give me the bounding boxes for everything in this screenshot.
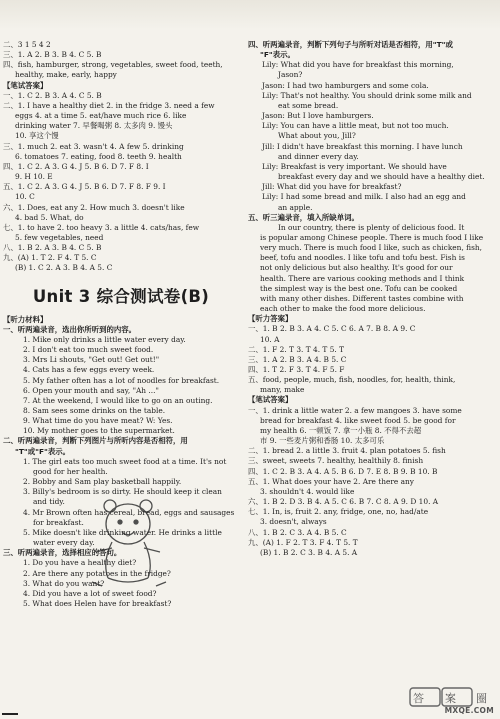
right-line-21: beef, tofu and noodles. I like tofu and tofu best. Fish is [260, 253, 465, 263]
left-line-8: drinking water 7. 早餐喝粥 8. 太多肉 9. 馒头 [15, 121, 173, 131]
bear-stamp-icon [82, 482, 172, 592]
right-line-30: 二、1. F 2. T 3. T 4. T 5. T [248, 344, 345, 354]
left-line-19: 5. few vegetables, need [15, 232, 104, 242]
left-line-34: 9. What time do you have meat? W: Yes. [23, 416, 173, 426]
right-line-10: Jill: I didn't have breakfast this morning. I have lunch [262, 141, 463, 151]
right-line-35: 【笔试答案】 [248, 395, 293, 405]
right-line-39: 市 9. 一些麦片粥和香肠 10. 太多可乐 [260, 436, 385, 446]
left-line-12: 四、1. C 2. A 3. G 4. J 5. B 6. D 7. F 8. I [3, 161, 149, 171]
left-line-47: 三、听两遍录音，选择相应的答句。 [3, 548, 122, 558]
left-line-44: for breakfast. [33, 517, 84, 527]
right-line-20: very much. There is much food I like, such as chicken, fish, [260, 243, 482, 253]
left-line-15: 10. C [15, 192, 35, 202]
svg-text:圈: 圈 [476, 692, 487, 705]
left-line-25: 一、听两遍录音，选出你所听到的内容。 [3, 324, 137, 334]
right-line-38: my health 6. 一顿饭 7. 拿一小瓶 8. 不得不去超 [260, 425, 422, 435]
left-line-46: water every day. [33, 538, 95, 548]
left-line-14: 五、1. C 2. A 3. G 4. J 5. B 6. D 7. F 8. F 9. I [3, 182, 166, 192]
right-line-16: an apple. [278, 202, 313, 212]
left-line-32: 7. At the weekend, I would like to go on an outing. [23, 395, 213, 405]
right-line-1: "F"表示。 [260, 50, 295, 60]
right-line-41: 三、sweet, sweets 7. healthy, healthily 8. finish [248, 456, 424, 466]
right-line-24: the simplest way is the best one. Tofu can be cooked [260, 283, 458, 293]
left-line-33: 8. Sam sees some drinks on the table. [23, 406, 166, 415]
left-line-23: Unit 3 综合测试卷(B) [32, 287, 210, 306]
right-line-19: is popular among Chinese people. There is much food I like [260, 232, 484, 242]
left-line-4: 【笔试答案】 [3, 80, 48, 90]
right-column [248, 40, 498, 558]
left-line-31: 6. Open your mouth and say, "Ah ..." [23, 385, 159, 395]
left-line-11: 6. tomatoes 7. eating, food 8. teeth 9. health [15, 151, 182, 161]
left-line-37: "T"或"F"表示。 [15, 446, 71, 456]
right-line-7: Jason: But I love hamburgers. [262, 111, 374, 121]
right-line-6: eat some bread. [278, 100, 339, 110]
right-line-49: 九、(A) 1. F 2. T 3. F 4. T 5. T [248, 537, 358, 547]
left-line-50: 3. What do you want? [23, 578, 105, 588]
left-line-38: 1. The girl eats too much sweet food at a time. It's not [23, 456, 227, 466]
right-line-43: 五、1. What does your have 2. Are there any [248, 476, 414, 486]
left-line-10: 三、1. much 2. eat 3. wasn't 4. A few 5. drinking [3, 141, 184, 151]
right-line-29: 10. A [260, 334, 280, 344]
left-line-6: 二、1. I have a healthy diet 2. in the fridge 3. need a few [3, 100, 215, 110]
right-line-22: not only delicious but also healthy. It's good for our [260, 263, 453, 273]
left-line-22: (B) 1. C 2. A 3. B 4. A 5. C [15, 263, 113, 273]
right-line-48: 八、1. B 2. C 3. A 4. B 5. C [248, 527, 347, 537]
left-line-3: healthy, make, early, happy [15, 70, 117, 80]
right-line-12: Lily: Breakfast is very important. We should have [262, 161, 447, 171]
right-line-36: 一、1. drink a little water 2. a few mangoes 3. have some [248, 405, 462, 415]
left-line-26: 1. Mike only drinks a little water every day. [23, 334, 186, 344]
left-line-21: 九、(A) 1. T 2. F 4. T 5. C [3, 253, 97, 263]
left-line-5: 一、1. C 2. B 3. A 4. C 5. B [3, 90, 102, 100]
right-line-27: 【听力答案】 [248, 314, 293, 324]
left-line-30: 5. My father often has a lot of noodles for breakfast. [23, 375, 220, 385]
left-line-9: 10. 享这个馒 [15, 131, 59, 141]
right-line-0: 四、听两遍录音，判断下列句子与所听对话是否相符，用"T"或 [248, 40, 453, 49]
svg-text:答: 答 [413, 692, 424, 705]
site-logo-text: MXQE.COM [444, 705, 494, 715]
right-line-14: Jill: What did you have for breakfast? [262, 182, 402, 192]
left-line-49: 2. Are there any potatoes in the fridge? [23, 568, 171, 578]
left-line-24: 【听力材料】 [3, 314, 48, 324]
left-line-28: 3. Mrs Li shouts, "Get out! Get out!" [23, 355, 160, 365]
right-line-42: 四、1. C 2. B 3. A 4. A 5. B 6. D 7. E 8. B 9. B 10. B [248, 466, 438, 476]
left-line-27: 2. I don't eat too much sweet food. [23, 345, 154, 355]
left-line-41: 3. Billy's bedroom is so dirty. He should keep it clean [23, 487, 222, 497]
right-line-25: with many other dishes. Different tastes combine with [260, 293, 464, 303]
right-line-44: 3. shouldn't 4. would like [260, 486, 355, 496]
right-line-5: Lily: That's not healthy. You should drink some milk and [262, 90, 472, 100]
left-line-36: 二、听两遍录音，判断下列图片与所听内容是否相符，用 [3, 436, 188, 446]
left-line-2: 四、fish, hamburger, strong, vegetables, sweet food, teeth, [3, 60, 223, 70]
left-line-29: 4. Cats has a few eggs every week. [23, 365, 155, 375]
right-line-15: Lily: I had some bread and milk. I also had an egg and [262, 192, 466, 202]
right-line-34: many, make [260, 385, 305, 395]
left-line-40: 2. Bobby and Sam play basketball happily. [23, 477, 182, 487]
right-line-31: 三、1. A 2. B 3. A 4. B 5. C [248, 354, 347, 364]
right-line-8: Lily: You can have a little meat, but not too much. [262, 121, 449, 131]
right-line-28: 一、1. B 2. B 3. A 4. C 5. C 6. A 7. B 8. A 9. C [248, 324, 416, 334]
right-line-2: Lily: What did you have for breakfast this morning, [262, 60, 454, 70]
left-line-0: 二、3 1 5 4 2 [3, 40, 51, 49]
left-line-35: 10. My mother goes to the supermarket. [23, 426, 175, 436]
left-line-20: 八、1. B 2. A 3. B 4. C 5. B [3, 243, 102, 253]
right-line-33: 五、food, people, much, fish, noodles, for, health, think, [248, 375, 456, 385]
top-shadow [0, 0, 500, 30]
right-line-13: breakfast every day and we should have a healthy diet. [278, 172, 485, 182]
right-line-11: and dinner every day. [278, 151, 359, 161]
left-line-18: 七、1. to have 2. too heavy 3. a little 4. cats/has, few [3, 222, 200, 232]
page-bottom-mark [2, 713, 18, 715]
left-line-52: 5. What does Helen have for breakfast? [23, 598, 172, 608]
right-line-40: 二、1. bread 2. a little 3. fruit 4. plan potatoes 5. fish [248, 446, 446, 456]
left-line-17: 4. bad 5. What, do [15, 212, 84, 222]
right-line-46: 七、1. In, is, fruit 2. any, fridge, one, no, had/ate [248, 507, 429, 517]
left-line-16: 六、1. Does, eat any 2. How much 3. doesn't like [3, 202, 185, 212]
right-line-17: 五、听三遍录音，填入所缺单词。 [248, 212, 359, 222]
left-line-43: 4. Mr Brown often has cereal, bread, eggs and sausages [23, 507, 235, 517]
right-line-47: 3. doesn't, always [260, 517, 327, 527]
right-line-4: Jason: I had two hamburgers and some cola. [262, 80, 429, 90]
left-line-1: 三、1. A 2. B 3. B 4. C 5. B [3, 50, 102, 60]
right-line-18: In our country, there is plenty of delicious food. It [278, 222, 465, 232]
right-line-32: 四、1. T 2. F 3. T 4. F 5. F [248, 365, 345, 374]
svg-text:案: 案 [445, 692, 456, 705]
right-line-45: 六、1. B 2. D 3. B 4. A 5. C 6. B 7. C 8. A 9. D 10. A [248, 497, 439, 507]
left-line-42: and tidy. [33, 497, 65, 507]
left-line-39: good for her health. [33, 466, 108, 476]
right-line-37: bread for breakfast 4. like sweet food 5. be good for [260, 415, 456, 425]
left-line-7: eggs 4. at a time 5. eat/have much rice 6. like [15, 111, 187, 121]
left-line-48: 1. Do you have a healthy diet? [23, 558, 137, 568]
left-line-13: 9. H 10. E [15, 172, 53, 182]
right-line-26: each other to make the food more delicious. [260, 304, 426, 314]
right-line-23: health. There are various cooking methods and I think [260, 273, 465, 283]
left-line-51: 4. Did you have a lot of sweet food? [23, 588, 157, 598]
right-line-50: (B) 1. B 2. C 3. B 4. A 5. A [260, 547, 358, 557]
right-line-9: What about you, Jill? [278, 131, 356, 141]
right-line-3: Jason? [278, 70, 303, 80]
left-line-45: 5. Mike doesn't like drinking water. He drinks a little [23, 527, 222, 537]
